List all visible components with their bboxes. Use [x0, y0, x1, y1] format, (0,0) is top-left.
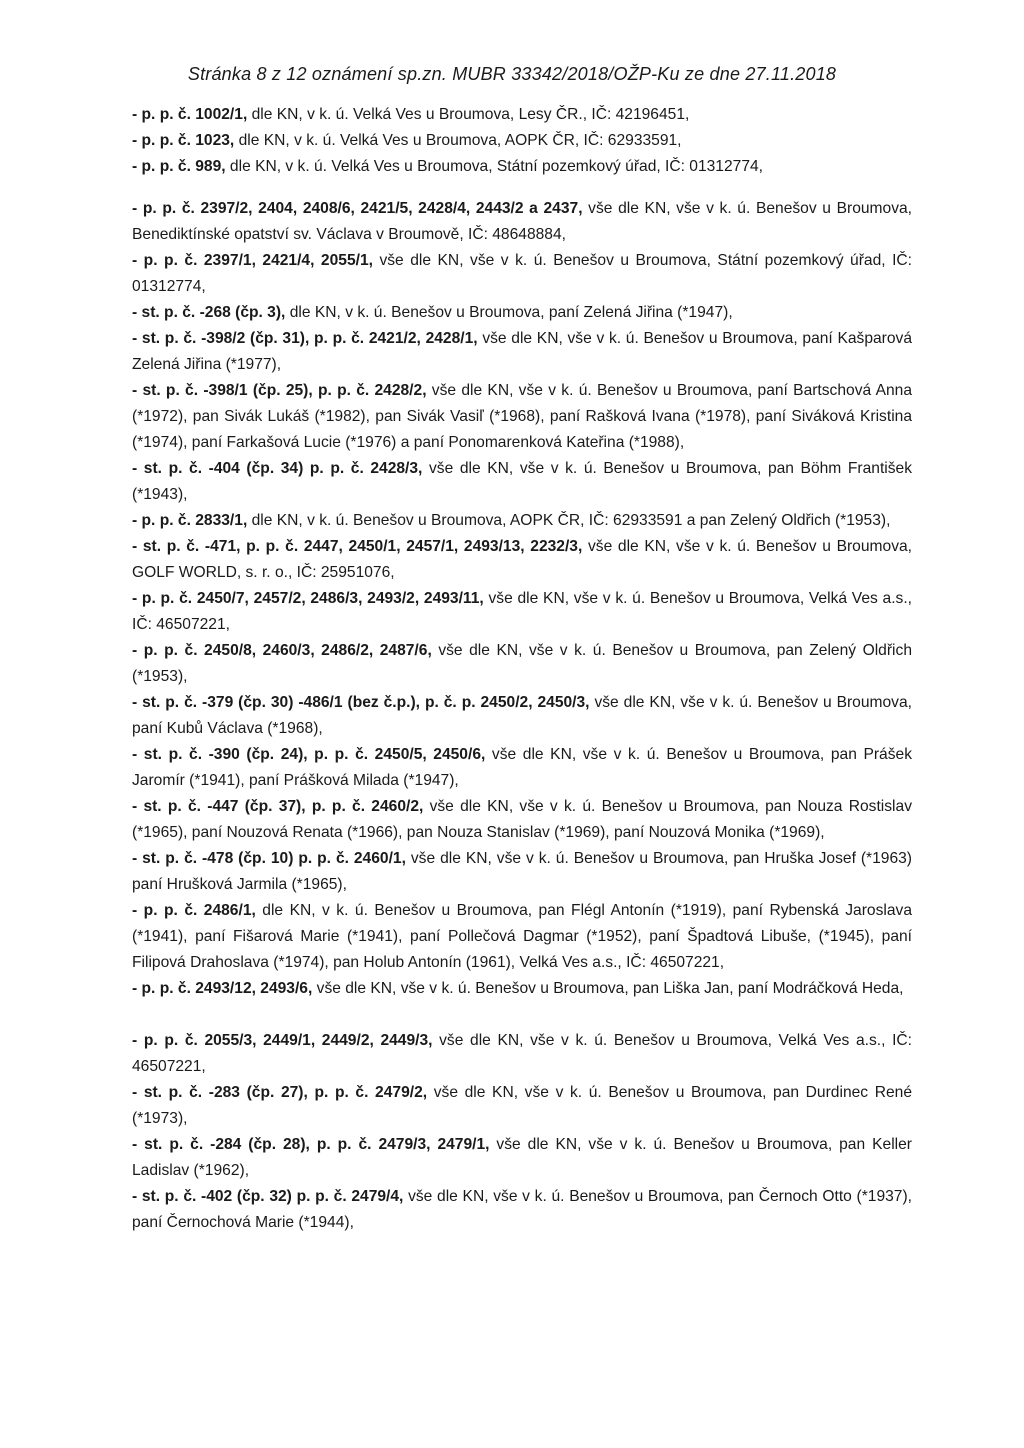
parcel-ids: - p. p. č. 2486/1, — [132, 902, 256, 919]
list-item — [132, 846, 912, 898]
list-item — [132, 378, 912, 456]
parcel-owner: vše dle KN, vše v k. ú. Benešov u Broumova, paní Kubů Václava (*1968), — [132, 694, 912, 737]
list-item — [132, 300, 912, 326]
page-header: Stránka 8 z 12 oznámení sp.zn. MUBR 33342/2018/OŽP-Ku ze dne 27.11.2018 — [187, 64, 837, 84]
list-item — [132, 586, 912, 638]
list-item — [132, 456, 912, 508]
parcel-owner: dle KN, v k. ú. Benešov u Broumova, AOPK ČR, IČ: 62933591 a pan Zelený Oldřich (*1953), — [247, 512, 891, 529]
list-item — [132, 534, 912, 586]
list-item — [132, 1028, 912, 1080]
parcel-ids: - p. p. č. 2055/3, 2449/1, 2449/2, 2449/3, — [132, 1032, 433, 1049]
parcel-owner: vše dle KN, vše v k. ú. Benešov u Broumova, pan Zelený Oldřich (*1953), — [132, 642, 912, 685]
parcel-ids: - st. p. č. -402 (čp. 32) p. p. č. 2479/4, — [132, 1188, 404, 1205]
list-item — [132, 1132, 912, 1184]
parcel-owner: vše dle KN, vše v k. ú. Benešov u Broumova, pan Hruška Josef (*1963) paní Hrušková Jarmila (*1965), — [132, 850, 912, 893]
parcel-ids: - st. p. č. -268 (čp. 3), — [132, 304, 286, 321]
parcel-owner: vše dle KN, vše v k. ú. Benešov u Broumova, Benediktínské opatství sv. Václava v Broumově, IČ: 48648884, — [132, 200, 913, 243]
parcel-ids: - st. p. č. -284 (čp. 28), p. p. č. 2479/3, 2479/1, — [132, 1136, 490, 1153]
list-item — [132, 742, 912, 794]
list-item — [132, 196, 912, 248]
list-item — [132, 326, 912, 378]
parcel-owner: vše dle KN, vše v k. ú. Benešov u Broumova, pan Keller Ladislav (*1962), — [132, 1136, 912, 1179]
document-body — [132, 102, 912, 1236]
parcel-ids: - st. p. č. -404 (čp. 34) p. p. č. 2428/3, — [132, 460, 423, 477]
parcel-ids: - st. p. č. -390 (čp. 24), p. p. č. 2450/5, 2450/6, — [132, 746, 486, 763]
parcel-owner: vše dle KN, vše v k. ú. Benešov u Broumova, pan Nouza Rostislav (*1965), paní Nouzová Renata (*1966), pan Nouza Stanislav (*1969), paní Nouzová Monika (*1969), — [132, 798, 912, 841]
parcel-owner: dle KN, v k. ú. Benešov u Broumova, pan Flégl Antonín (*1919), paní Rybenská Jaroslava (*1941), paní Fišarová Marie (*1941), paní Pollečová Dagmar (*1952), paní Špadtová Libuše, (*1945), paní Filipová Drahoslava (*1974), pan Holub Antonín (1961), Velká Ves a.s., IČ: 46507221, — [132, 902, 912, 971]
parcel-ids: - st. p. č. -471, p. p. č. 2447, 2450/1, 2457/1, 2493/13, 2232/3, — [132, 538, 583, 555]
parcel-owner: vše dle KN, vše v k. ú. Benešov u Broumova, GOLF WORLD, s. r. o., IČ: 25951076, — [132, 538, 912, 581]
parcel-ids: - p. p. č. 2397/1, 2421/4, 2055/1, — [132, 252, 373, 269]
parcel-ids: - st. p. č. -379 (čp. 30) -486/1 (bez č.p.), p. č. p. 2450/2, 2450/3, — [132, 694, 590, 711]
parcel-ids: - p. p. č. 2450/8, 2460/3, 2486/2, 2487/6, — [132, 642, 432, 659]
list-item — [132, 1184, 912, 1236]
parcel-ids: - p. p. č. 1002/1, — [132, 106, 248, 123]
parcel-ids: - st. p. č. -398/2 (čp. 31), p. p. č. 2421/2, 2428/1, — [132, 330, 478, 347]
parcel-owner: vše dle KN, vše v k. ú. Benešov u Broumova, Státní pozemkový úřad, IČ: 01312774, — [132, 252, 912, 295]
parcel-owner: vše dle KN, vše v k. ú. Benešov u Broumova, pan Durdinec René (*1973), — [132, 1084, 912, 1127]
parcel-owner: dle KN, v k. ú. Benešov u Broumova, paní Zelená Jiřina (*1947), — [285, 304, 733, 321]
parcel-owner: vše dle KN, vše v k. ú. Benešov u Broumova, pan Liška Jan, paní Modráčková Heda, — [312, 980, 904, 997]
parcel-ids: - p. p. č. 2397/2, 2404, 2408/6, 2421/5, 2428/4, 2443/2 a 2437, — [132, 200, 583, 217]
parcel-owner: vše dle KN, vše v k. ú. Benešov u Broumova, paní Kašparová Zelená Jiřina (*1977), — [132, 330, 913, 373]
parcel-ids: - st. p. č. -478 (čp. 10) p. p. č. 2460/1, — [132, 850, 406, 867]
parcel-owner: dle KN, v k. ú. Velká Ves u Broumova, Lesy ČR., IČ: 42196451, — [247, 106, 690, 123]
parcel-ids: - p. p. č. 2833/1, — [132, 512, 248, 529]
parcel-owner: dle KN, v k. ú. Velká Ves u Broumova, Státní pozemkový úřad, IČ: 01312774, — [225, 158, 764, 175]
parcel-owner: vše dle KN, vše v k. ú. Benešov u Broumova, Velká Ves a.s., IČ: 46507221, — [132, 590, 912, 633]
parcel-owner: dle KN, v k. ú. Velká Ves u Broumova, AOPK ČR, IČ: 62933591, — [234, 132, 682, 149]
list-item — [132, 638, 912, 690]
list-item — [132, 508, 912, 534]
parcel-ids: - st. p. č. -283 (čp. 27), p. p. č. 2479/2, — [132, 1084, 428, 1101]
parcel-ids: - st. p. č. -447 (čp. 37), p. p. č. 2460/2, — [132, 798, 424, 815]
parcel-ids: - st. p. č. -398/1 (čp. 25), p. p. č. 2428/2, — [132, 382, 427, 399]
parcel-owner: vše dle KN, vše v k. ú. Benešov u Broumova, pan Böhm František (*1943), — [132, 460, 913, 503]
list-item — [132, 898, 912, 976]
parcel-ids: - p. p. č. 1023, — [132, 132, 235, 149]
list-item — [132, 102, 912, 128]
parcel-ids: - p. p. č. 989, — [132, 158, 226, 175]
parcel-owner: vše dle KN, vše v k. ú. Benešov u Broumova, Velká Ves a.s., IČ: 46507221, — [132, 1032, 913, 1075]
list-item — [132, 1080, 912, 1132]
list-item — [132, 248, 912, 300]
list-item — [132, 794, 912, 846]
list-item — [132, 128, 912, 154]
list-item — [132, 690, 912, 742]
parcel-owner: vše dle KN, vše v k. ú. Benešov u Broumova, pan Prášek Jaromír (*1941), paní Prášková Milada (*1947), — [132, 746, 912, 789]
parcel-owner: vše dle KN, vše v k. ú. Benešov u Broumova, paní Bartschová Anna (*1972), pan Sivák Lukáš (*1982), pan Sivák Vasiľ (*1968), paní Rašková Ivana (*1978), paní Siváková Kristina (*1974), paní Farkašová Lucie (*1976) a paní Ponomarenková Kateřina (*1988), — [132, 382, 913, 451]
parcel-ids: - p. p. č. 2493/12, 2493/6, — [132, 980, 313, 997]
list-item — [132, 976, 912, 1002]
list-item — [132, 154, 912, 180]
parcel-owner: vše dle KN, vše v k. ú. Benešov u Broumova, pan Černoch Otto (*1937), paní Černochová Marie (*1944), — [132, 1188, 912, 1231]
parcel-ids: - p. p. č. 2450/7, 2457/2, 2486/3, 2493/2, 2493/11, — [132, 590, 484, 607]
